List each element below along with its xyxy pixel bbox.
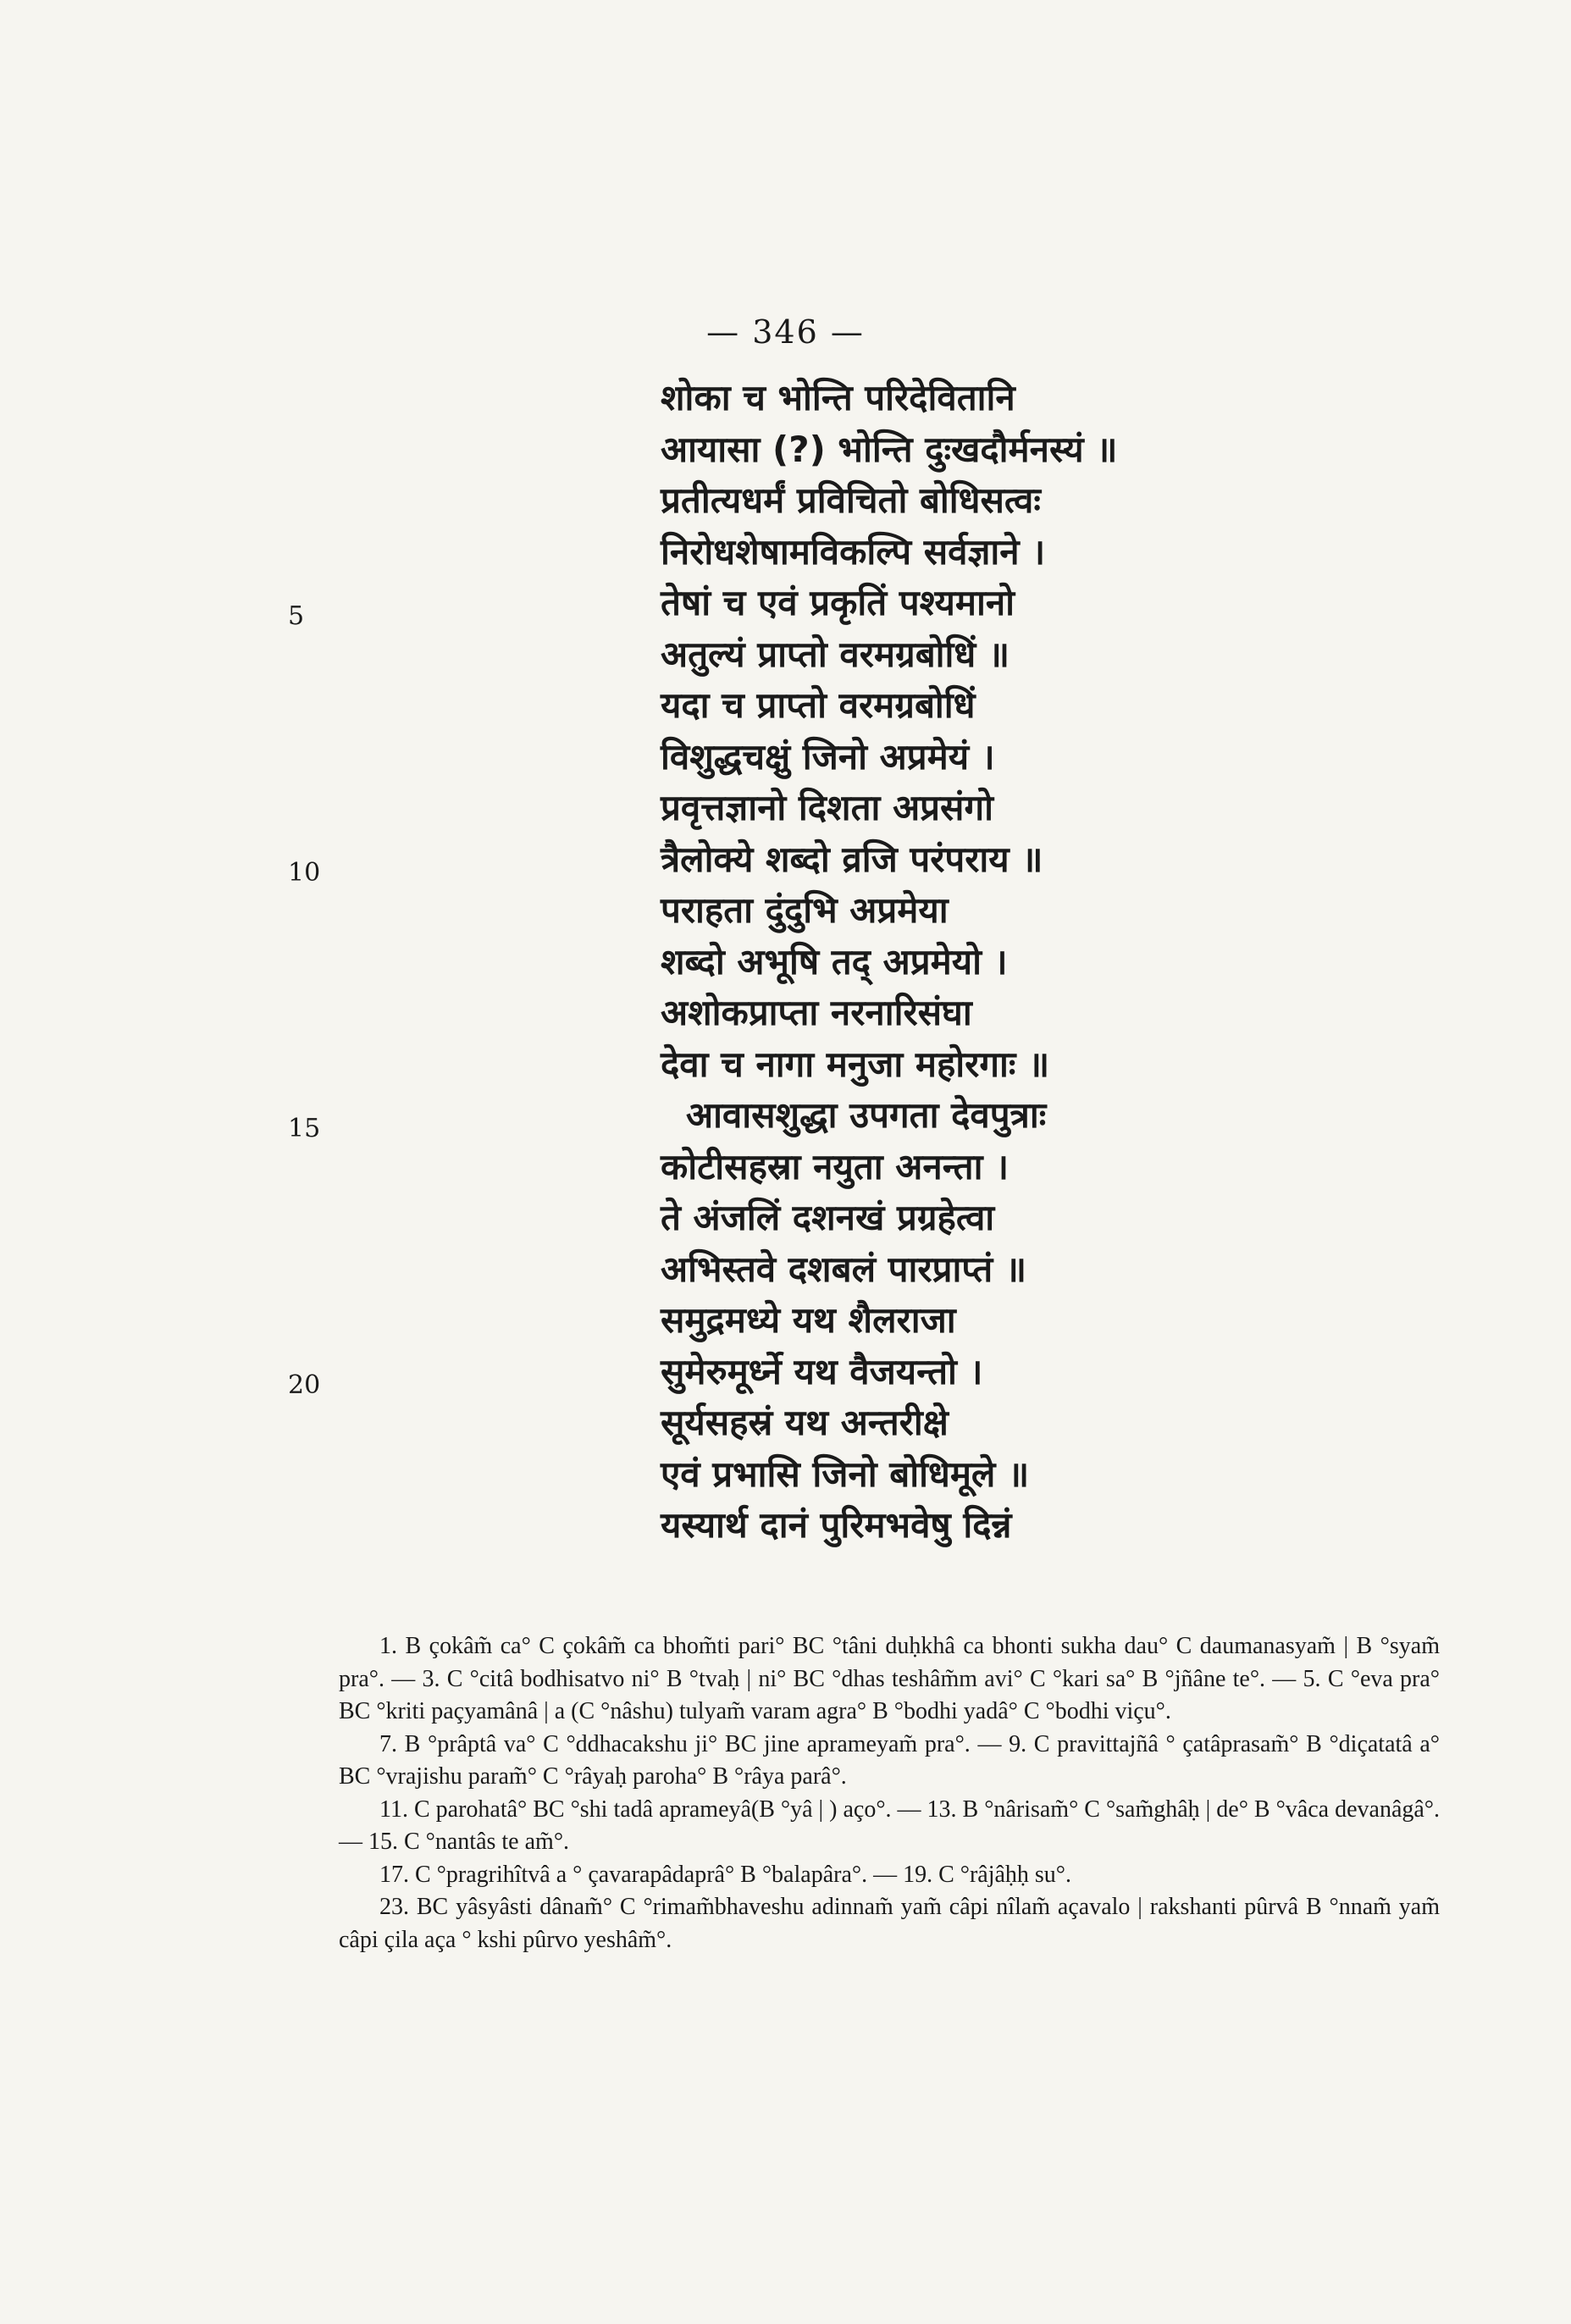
verse-line: देवा च नागा मनुजा महोरगाः ॥ [661, 1043, 1050, 1085]
verse-line: अभिस्तवे दशबलं पारप्राप्तं ॥ [661, 1248, 1027, 1290]
verse-line: एवं प्रभासि जिनो बोधिमूले ॥ [661, 1452, 1030, 1495]
footnote: 23. BC yâsyâsti dânam̃° C °rimam̃bhaveshu adinnam̃ yam̃ câpi nîlam̃ açavalo | rakshanti pûrvâ B °nnam̃ yam̃ câpi çila aça ° kshi pûrvo yeshâm̃°. [339, 1894, 1440, 1953]
footnote: 17. C °pragrihîtvâ a ° çavarapâdaprâ° B °balapâra°. — 19. C °râjâḥḥ su°. [379, 1861, 1071, 1888]
verse-line: शोका च भोन्ति परिदेवितानि [661, 377, 1015, 418]
footnote: 11. C parohatâ° BC °shi tadâ aprameyâ(B °yâ | ) aço°. — 13. B °nârisam̃° C °sam̃ghâḥ | de° B °vâca devanâgâ°. — 15. C °nantâs te am̃°. [339, 1796, 1440, 1855]
verse-line: ते अंजलिं दशनखं प्रग्रहेत्वा [661, 1197, 995, 1238]
verse-line: पराहता दुंदुभि अप्रमेया [661, 889, 949, 931]
verse-line: आयासा (?) भोन्ति दुःखदौर्मनस्यं ॥ [661, 428, 1118, 470]
line-number: 20 [288, 1370, 321, 1400]
verse-line: आवासशुद्धा उपगता देवपुत्राः [686, 1094, 1047, 1136]
verse-line: विशुद्धचक्षुं जिनो अप्रमेयं । [661, 735, 995, 777]
verse-line: समुद्रमध्ये यथ शैलराजा [661, 1299, 956, 1341]
verse-line: अशोकप्राप्ता नरनारिसंघा [661, 992, 972, 1033]
verse-line: निरोधशेषामविकल्पि सर्वज्ञाने । [661, 530, 1046, 573]
page-number: — 346 — [706, 313, 865, 351]
verse-block [661, 373, 1304, 1552]
verse-line: प्रतीत्यधर्मं प्रविचितो बोधिसत्वः [661, 479, 1041, 521]
verse-line: यस्यार्थ दानं पुरिमभवेषु दिन्नं [661, 1504, 1012, 1546]
verse-line: यदा च प्राप्तो वरमग्रबोधिं [661, 684, 976, 726]
footnote: 1. B çokâm̃ ca° C çokâm̃ ca bhom̃ti pari° BC °tâni duḥkhâ ca bhonti sukha dau° C daumanasyam̃ | B °syam̃ pra°. — 3. C °citâ bodhisatvo ni° B °tvaḥ | ni° BC °dhas teshâm̃m avi° C °kari sa° B °jñâne te°. — 5. C °eva pra° BC °kriti paçyamânâ | a (C °nâshu) tulyam̃ varam agra° B °bodhi yadâ° C °bodhi viçu°. [339, 1633, 1440, 1724]
verse-line: तेषां च एवं प्रकृतिं पश्यमानो [661, 582, 1015, 623]
verse-line: सुमेरुमूर्ध्ने यथ वैजयन्तो । [661, 1350, 983, 1392]
verse-line: कोटीसहस्रा नयुता अनन्ता । [661, 1145, 1009, 1187]
footnote: 7. B °prâptâ va° C °ddhacakshu ji° BC jine aprameyam̃ pra°. — 9. C pravittajñâ ° çatâprasam̃° B °diçatatâ a° BC °vrajishu param̃° C °râyaḥ paroha° B °râya parâ°. [339, 1730, 1440, 1790]
line-number: 10 [288, 858, 321, 888]
verse-line: अतुल्यं प्राप्तो वरमग्रबोधिं ॥ [661, 633, 1010, 675]
line-number: 5 [288, 601, 305, 631]
footnotes [339, 1630, 1440, 1956]
verse-line: त्रैलोक्ये शब्दो व्रजि परंपराय ॥ [661, 838, 1043, 880]
verse-line: प्रवृत्तज्ञानो दिशता अप्रसंगो [661, 787, 993, 828]
verse-line: सूर्यसहस्रं यथ अन्तरीक्षे [661, 1402, 949, 1443]
verse-line: शब्दो अभूषि तद् अप्रमेयो । [661, 940, 1008, 982]
line-number: 15 [288, 1114, 321, 1143]
